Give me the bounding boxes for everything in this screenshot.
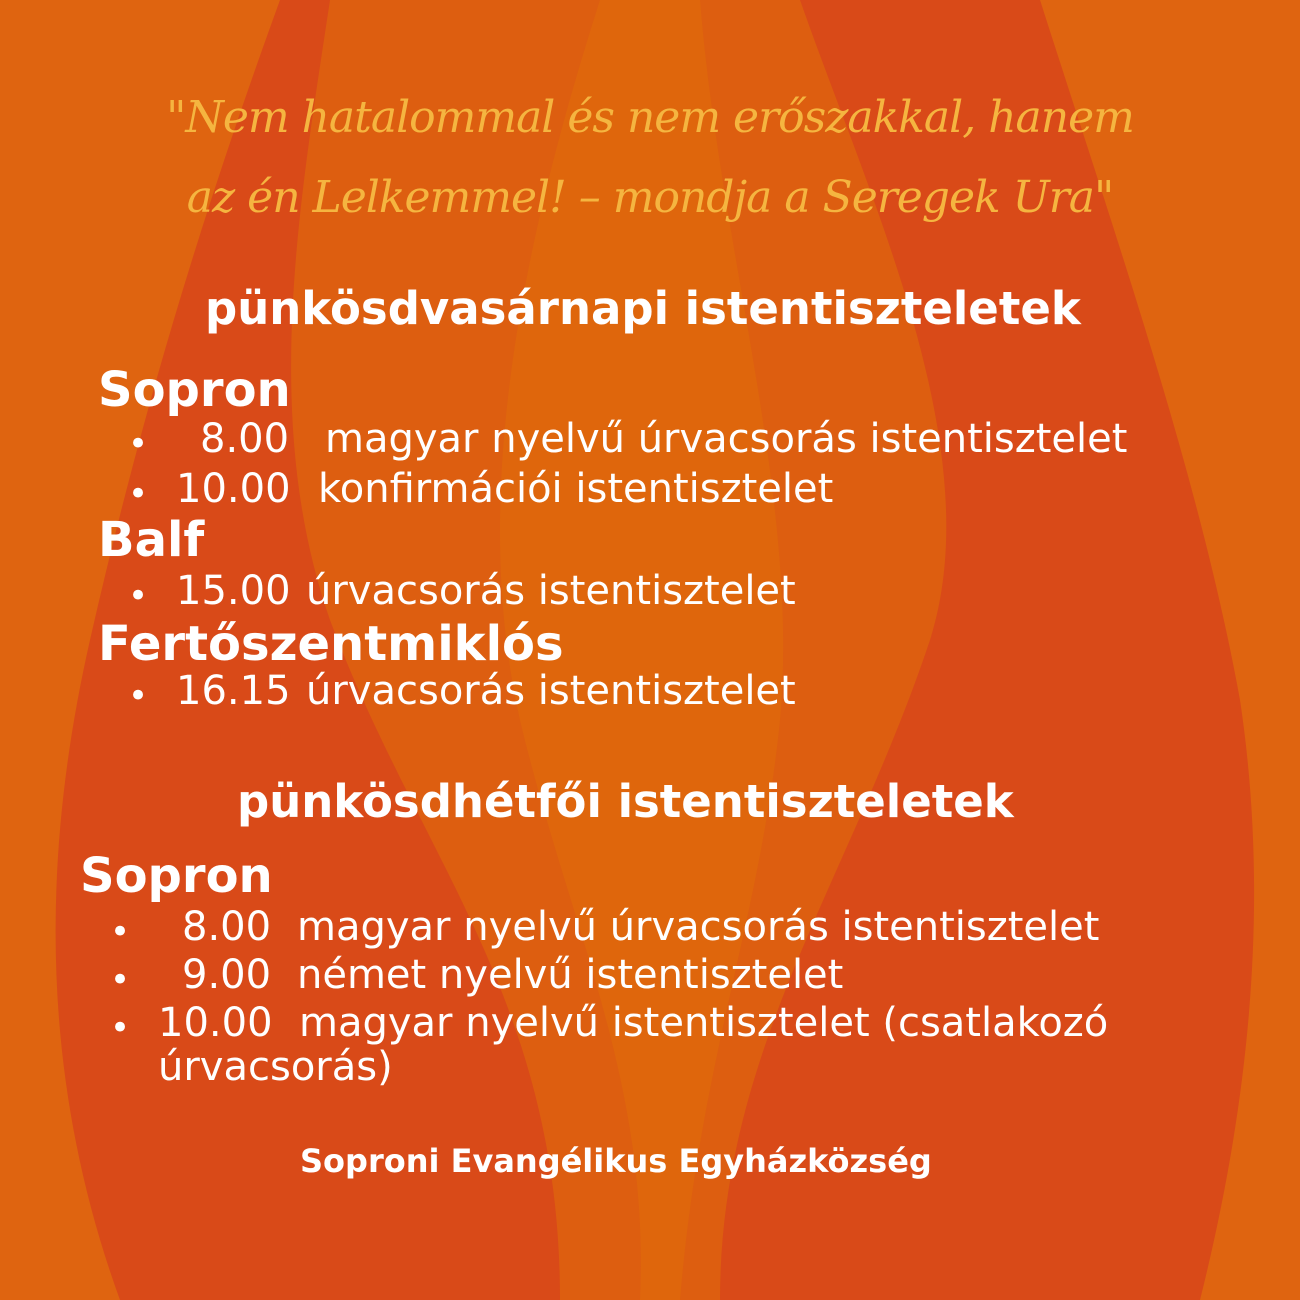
service-description: úrvacsorás istentisztelet bbox=[306, 668, 796, 714]
bullet-icon: • bbox=[128, 474, 149, 514]
service-time: 15.00 bbox=[176, 568, 291, 614]
bullet-icon: • bbox=[110, 912, 131, 952]
location-balf: Balf bbox=[98, 512, 205, 568]
service-description: úrvacsorás istentisztelet bbox=[306, 568, 796, 614]
service-time: 9.00 bbox=[182, 952, 272, 998]
monday-services-title: pünkösdhétfői istentiszteletek bbox=[237, 775, 1014, 828]
bullet-icon: • bbox=[110, 960, 131, 1000]
sunday-services-title: pünkösdvasárnapi istentiszteletek bbox=[205, 282, 1081, 335]
quote-line-1: "Nem hatalommal és nem erőszakkal, hanem bbox=[166, 92, 1134, 143]
service-time: 10.00 bbox=[158, 1000, 273, 1046]
location-fertoszentmiklos: Fertőszentmiklós bbox=[98, 616, 564, 672]
service-time: 16.15 bbox=[176, 668, 291, 714]
service-description: magyar nyelvű istentisztelet (csatlakozó bbox=[299, 1000, 1109, 1046]
service-description: magyar nyelvű úrvacsorás istentisztelet bbox=[297, 904, 1100, 950]
bullet-icon: • bbox=[110, 1008, 131, 1048]
service-description: magyar nyelvű úrvacsorás istentisztelet bbox=[325, 416, 1128, 462]
organization-name: Soproni Evangélikus Egyházközség bbox=[300, 1142, 932, 1180]
service-time: 8.00 bbox=[200, 416, 290, 462]
service-description: konfirmációi istentisztelet bbox=[318, 466, 834, 512]
location-sopron-sunday: Sopron bbox=[98, 362, 291, 418]
service-description-continued: úrvacsorás) bbox=[158, 1044, 393, 1090]
bullet-icon: • bbox=[128, 676, 149, 716]
service-time: 8.00 bbox=[182, 904, 272, 950]
service-description: német nyelvű istentisztelet bbox=[297, 952, 844, 998]
location-sopron-monday: Sopron bbox=[80, 848, 273, 904]
bullet-icon: • bbox=[128, 424, 149, 464]
service-time: 10.00 bbox=[176, 466, 291, 512]
quote-line-2: az én Lelkemmel! – mondja a Seregek Ura" bbox=[186, 172, 1114, 223]
bullet-icon: • bbox=[128, 576, 149, 616]
